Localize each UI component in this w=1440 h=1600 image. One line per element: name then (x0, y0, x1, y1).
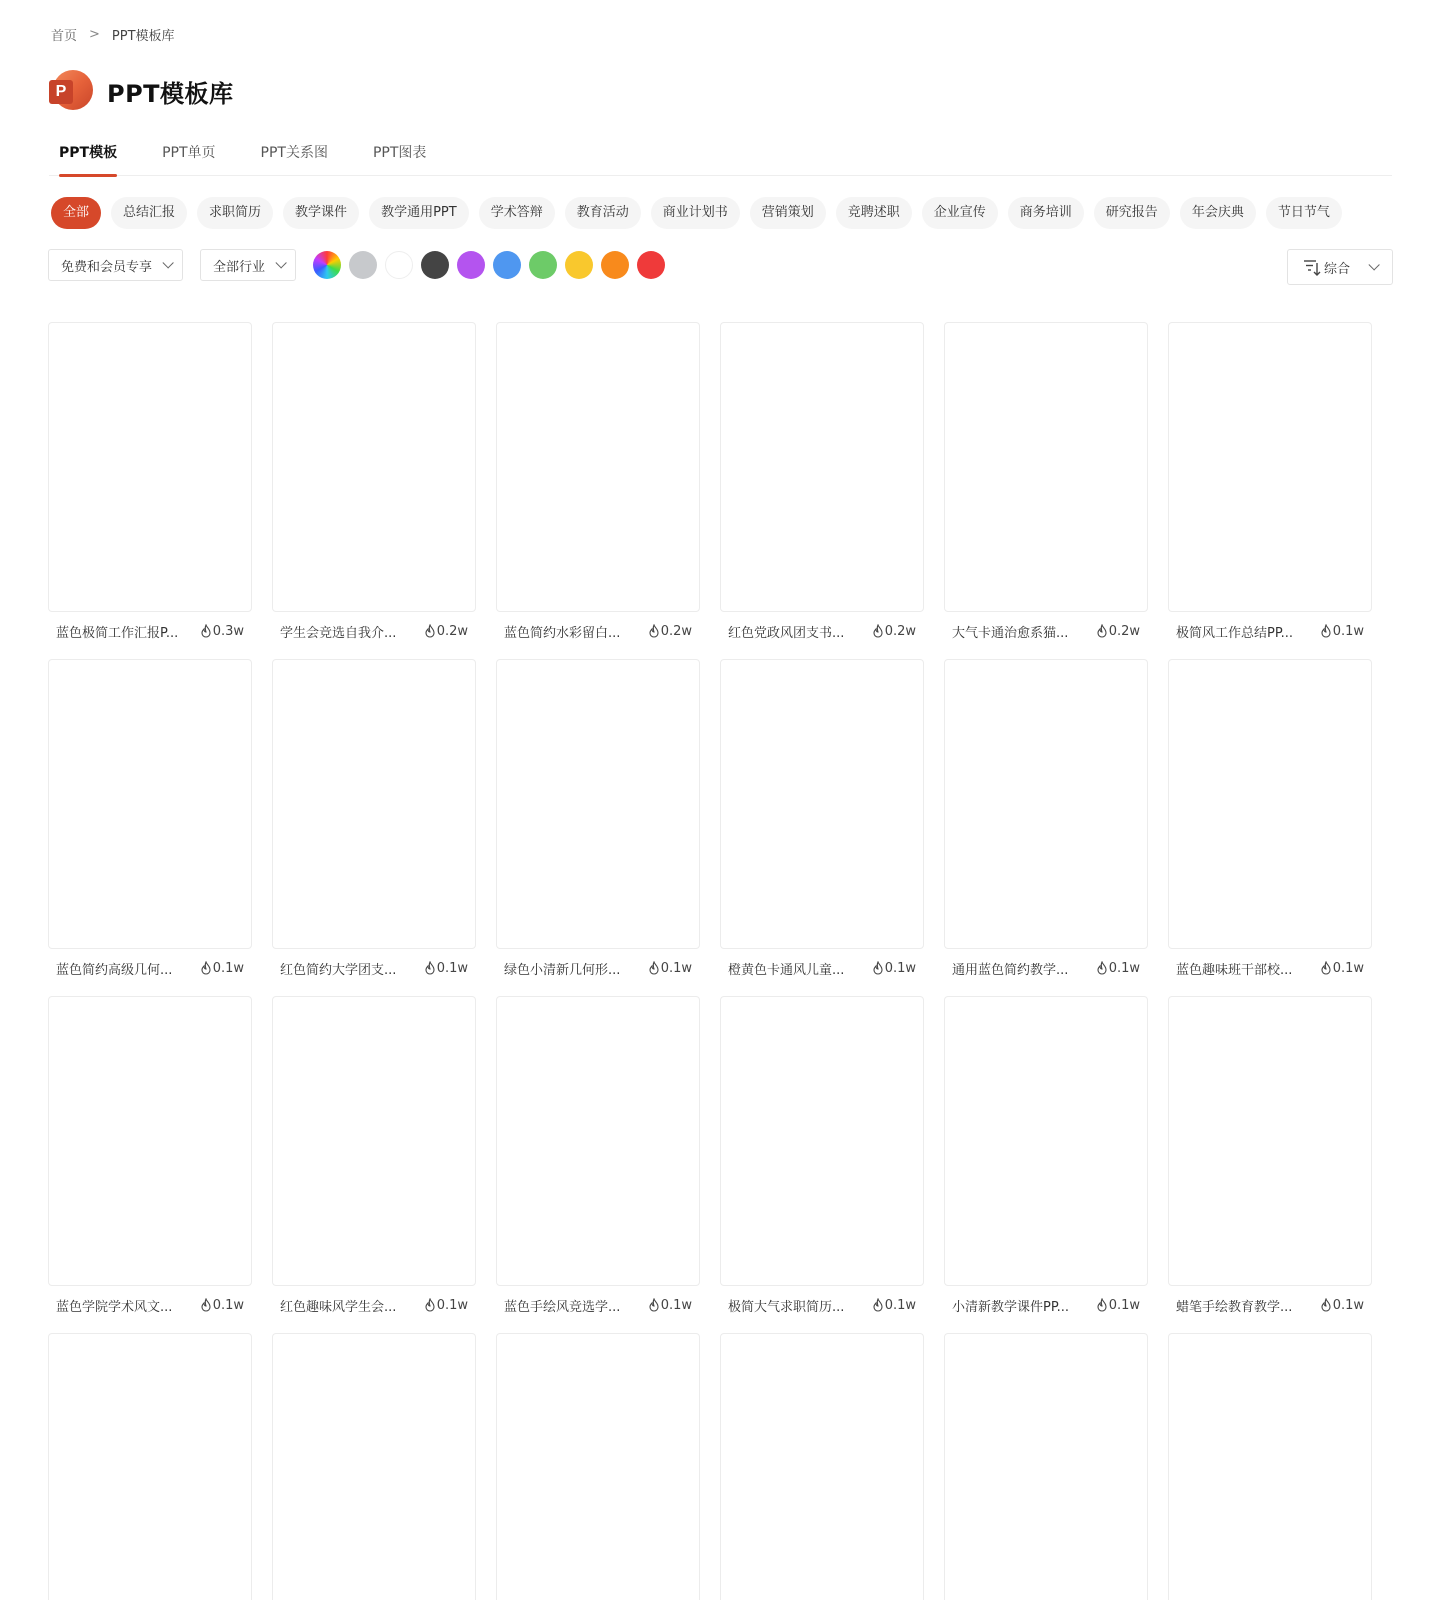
flame-icon (200, 1298, 213, 1312)
template-meta (496, 621, 700, 641)
template-meta (720, 958, 924, 978)
template-name[interactable]: 红色党政风团支书... (728, 625, 845, 641)
template-name[interactable]: 蓝色简约高级几何... (56, 962, 173, 978)
template-meta (944, 958, 1148, 978)
template-meta (496, 1295, 700, 1315)
template-name[interactable]: 极简风工作总结PP... (1176, 625, 1294, 641)
category-chip[interactable]: 求职简历 (197, 197, 273, 229)
sort-label: 综合 (1324, 261, 1351, 277)
breadcrumb-separator: > (89, 27, 100, 42)
template-name[interactable]: 极简大气求职简历... (728, 1299, 845, 1315)
template-name[interactable]: 橙黄色卡通风儿童... (728, 962, 845, 978)
category-chip[interactable]: 教学通用PPT (369, 197, 469, 229)
category-chip[interactable]: 商业计划书 (651, 197, 740, 229)
template-meta (272, 958, 476, 978)
category-chip[interactable]: 教学课件 (283, 197, 359, 229)
template-thumbnail[interactable] (272, 659, 476, 949)
chevron-down-icon (275, 257, 286, 268)
template-popularity (1096, 624, 1140, 639)
template-meta (48, 958, 252, 978)
category-chip[interactable]: 研究报告 (1094, 197, 1170, 229)
tab-1[interactable]: PPT模板 (49, 140, 127, 176)
template-card[interactable] (496, 322, 700, 641)
template-meta (1168, 621, 1372, 641)
template-name[interactable]: 小清新教学课件PP... (952, 1299, 1070, 1315)
flame-icon (1096, 624, 1109, 638)
category-chip[interactable]: 商务培训 (1008, 197, 1084, 229)
template-name[interactable]: 红色趣味风学生会... (280, 1299, 397, 1315)
tab-4[interactable]: PPT图表 (372, 145, 427, 161)
template-card[interactable] (944, 659, 1148, 978)
template-name[interactable]: 蓝色简约水彩留白... (504, 625, 621, 641)
template-name[interactable]: 绿色小清新几何形... (504, 962, 621, 978)
template-popularity (648, 1298, 692, 1313)
tab-2[interactable]: PPT单页 (162, 145, 216, 161)
template-name[interactable]: 大气卡通治愈系猫... (952, 625, 1069, 641)
template-card[interactable] (1168, 659, 1372, 978)
color-swatch-all[interactable] (313, 251, 341, 279)
template-popularity (648, 624, 692, 639)
popularity-count: 0.1w (212, 960, 244, 976)
template-thumbnail[interactable] (272, 996, 476, 1286)
template-thumbnail[interactable] (48, 322, 252, 612)
category-filter (51, 197, 1352, 229)
template-popularity (1320, 961, 1364, 976)
category-chip[interactable]: 学术答辩 (479, 197, 555, 229)
breadcrumb-home-link[interactable]: 首页 (51, 29, 78, 44)
template-popularity (1320, 624, 1364, 639)
template-name[interactable]: 蓝色学院学术风文... (56, 1299, 173, 1315)
popularity-count: 0.3w (212, 623, 244, 639)
tab-bar (49, 140, 1392, 176)
popularity-count: 0.2w (884, 623, 916, 639)
template-card[interactable] (48, 1333, 252, 1600)
template-thumbnail[interactable] (944, 322, 1148, 612)
template-card[interactable] (48, 659, 252, 978)
membership-dropdown[interactable] (48, 249, 183, 281)
template-popularity (424, 961, 468, 976)
template-thumbnail[interactable] (496, 322, 700, 612)
color-swatch[interactable] (385, 251, 413, 279)
template-thumbnail[interactable] (944, 659, 1148, 949)
category-chip[interactable]: 营销策划 (750, 197, 826, 229)
industry-dropdown-label: 全部行业 (213, 259, 266, 275)
template-card[interactable] (944, 322, 1148, 641)
template-thumbnail[interactable] (48, 996, 252, 1286)
category-chip[interactable]: 全部 (51, 197, 101, 229)
page-header (49, 70, 234, 112)
chevron-down-icon (162, 257, 173, 268)
color-swatch[interactable] (529, 251, 557, 279)
template-card[interactable] (272, 996, 476, 1315)
template-popularity (200, 624, 244, 639)
color-filter (313, 251, 673, 279)
template-thumbnail[interactable] (496, 996, 700, 1286)
category-chip[interactable]: 教育活动 (565, 197, 641, 229)
industry-dropdown[interactable] (200, 249, 296, 281)
template-popularity (872, 624, 916, 639)
template-popularity (872, 961, 916, 976)
color-swatch[interactable] (349, 251, 377, 279)
template-thumbnail[interactable] (1168, 322, 1372, 612)
color-swatch[interactable] (565, 251, 593, 279)
color-swatch[interactable] (637, 251, 665, 279)
template-thumbnail[interactable] (944, 996, 1148, 1286)
template-thumbnail[interactable] (1168, 659, 1372, 949)
popularity-count: 0.1w (436, 1297, 468, 1313)
template-card[interactable] (48, 322, 252, 641)
popularity-count: 0.2w (1108, 623, 1140, 639)
popularity-count: 0.2w (660, 623, 692, 639)
template-thumbnail[interactable] (48, 659, 252, 949)
breadcrumb (51, 25, 175, 44)
flame-icon (1320, 624, 1333, 638)
flame-icon (648, 624, 661, 638)
template-card[interactable] (496, 659, 700, 978)
template-meta (272, 1295, 476, 1315)
template-popularity (424, 624, 468, 639)
template-name[interactable]: 红色简约大学团支... (280, 962, 397, 978)
template-meta (496, 958, 700, 978)
template-meta (1168, 958, 1372, 978)
popularity-count: 0.1w (212, 1297, 244, 1313)
tab-3[interactable]: PPT关系图 (260, 145, 328, 161)
template-meta (48, 1295, 252, 1315)
template-popularity (1320, 1298, 1364, 1313)
popularity-count: 0.1w (660, 1297, 692, 1313)
popularity-count: 0.1w (436, 960, 468, 976)
sort-dropdown[interactable] (1287, 249, 1393, 285)
flame-icon (872, 961, 885, 975)
template-card[interactable] (496, 996, 700, 1315)
template-thumbnail[interactable] (496, 659, 700, 949)
template-card[interactable] (496, 1333, 700, 1600)
template-name[interactable]: 通用蓝色简约教学... (952, 962, 1069, 978)
template-thumbnail[interactable] (720, 322, 924, 612)
template-card[interactable] (1168, 322, 1372, 641)
category-chip[interactable]: 企业宣传 (922, 197, 998, 229)
chevron-down-icon (1368, 259, 1379, 270)
flame-icon (1096, 1298, 1109, 1312)
template-card[interactable] (720, 1333, 924, 1600)
template-card[interactable] (944, 1333, 1148, 1600)
template-thumbnail[interactable] (944, 1333, 1148, 1600)
popularity-count: 0.1w (1332, 960, 1364, 976)
flame-icon (872, 1298, 885, 1312)
template-card[interactable] (720, 996, 924, 1315)
template-popularity (200, 961, 244, 976)
color-swatch[interactable] (457, 251, 485, 279)
flame-icon (200, 961, 213, 975)
template-name[interactable]: 蜡笔手绘教育教学... (1176, 1299, 1293, 1315)
popularity-count: 0.1w (884, 960, 916, 976)
color-swatch[interactable] (601, 251, 629, 279)
template-thumbnail[interactable] (1168, 1333, 1372, 1600)
popularity-count: 0.1w (1108, 960, 1140, 976)
filter-bar (48, 249, 673, 281)
membership-dropdown-label: 免费和会员专享 (61, 259, 153, 275)
popularity-count: 0.1w (1332, 1297, 1364, 1313)
template-popularity (648, 961, 692, 976)
template-thumbnail[interactable] (48, 1333, 252, 1600)
color-swatch[interactable] (493, 251, 521, 279)
flame-icon (424, 1298, 437, 1312)
template-card[interactable] (720, 322, 924, 641)
template-card[interactable] (944, 996, 1148, 1315)
template-card[interactable] (272, 1333, 476, 1600)
page-title: PPT模板库 (107, 79, 234, 108)
template-popularity (424, 1298, 468, 1313)
flame-icon (200, 624, 213, 638)
template-thumbnail[interactable] (720, 1333, 924, 1600)
template-card[interactable] (1168, 996, 1372, 1315)
category-chip[interactable]: 节日节气 (1266, 197, 1342, 229)
flame-icon (872, 624, 885, 638)
template-meta (944, 621, 1148, 641)
category-chip[interactable]: 年会庆典 (1180, 197, 1256, 229)
sort-icon (1302, 257, 1322, 277)
popularity-count: 0.1w (884, 1297, 916, 1313)
template-popularity (1096, 1298, 1140, 1313)
flame-icon (424, 624, 437, 638)
breadcrumb-current: PPT模板库 (111, 29, 175, 44)
template-card[interactable] (48, 996, 252, 1315)
template-meta (272, 621, 476, 641)
template-thumbnail[interactable] (496, 1333, 700, 1600)
popularity-count: 0.1w (1108, 1297, 1140, 1313)
template-meta (720, 1295, 924, 1315)
template-thumbnail[interactable] (1168, 996, 1372, 1286)
template-card[interactable] (272, 659, 476, 978)
powerpoint-logo-icon: P (49, 70, 93, 112)
category-chip[interactable]: 总结汇报 (111, 197, 187, 229)
template-popularity (872, 1298, 916, 1313)
template-meta (48, 621, 252, 641)
template-name[interactable]: 蓝色趣味班干部校... (1176, 962, 1293, 978)
template-name[interactable]: 蓝色极简工作汇报P... (56, 625, 179, 641)
flame-icon (1096, 961, 1109, 975)
template-card[interactable] (720, 659, 924, 978)
template-name[interactable]: 蓝色手绘风竞选学... (504, 1299, 621, 1315)
flame-icon (1320, 961, 1333, 975)
flame-icon (648, 1298, 661, 1312)
template-thumbnail[interactable] (720, 659, 924, 949)
template-thumbnail[interactable] (272, 322, 476, 612)
category-chip[interactable]: 竞聘述职 (836, 197, 912, 229)
popularity-count: 0.1w (1332, 623, 1364, 639)
popularity-count: 0.1w (660, 960, 692, 976)
template-popularity (1096, 961, 1140, 976)
popularity-count: 0.2w (436, 623, 468, 639)
template-card[interactable] (1168, 1333, 1372, 1600)
template-meta (720, 621, 924, 641)
template-popularity (200, 1298, 244, 1313)
template-thumbnail[interactable] (272, 1333, 476, 1600)
flame-icon (1320, 1298, 1333, 1312)
color-swatch[interactable] (421, 251, 449, 279)
template-card[interactable] (272, 322, 476, 641)
template-meta (944, 1295, 1148, 1315)
flame-icon (424, 961, 437, 975)
template-name[interactable]: 学生会竞选自我介... (280, 625, 397, 641)
flame-icon (648, 961, 661, 975)
template-meta (1168, 1295, 1372, 1315)
template-thumbnail[interactable] (720, 996, 924, 1286)
